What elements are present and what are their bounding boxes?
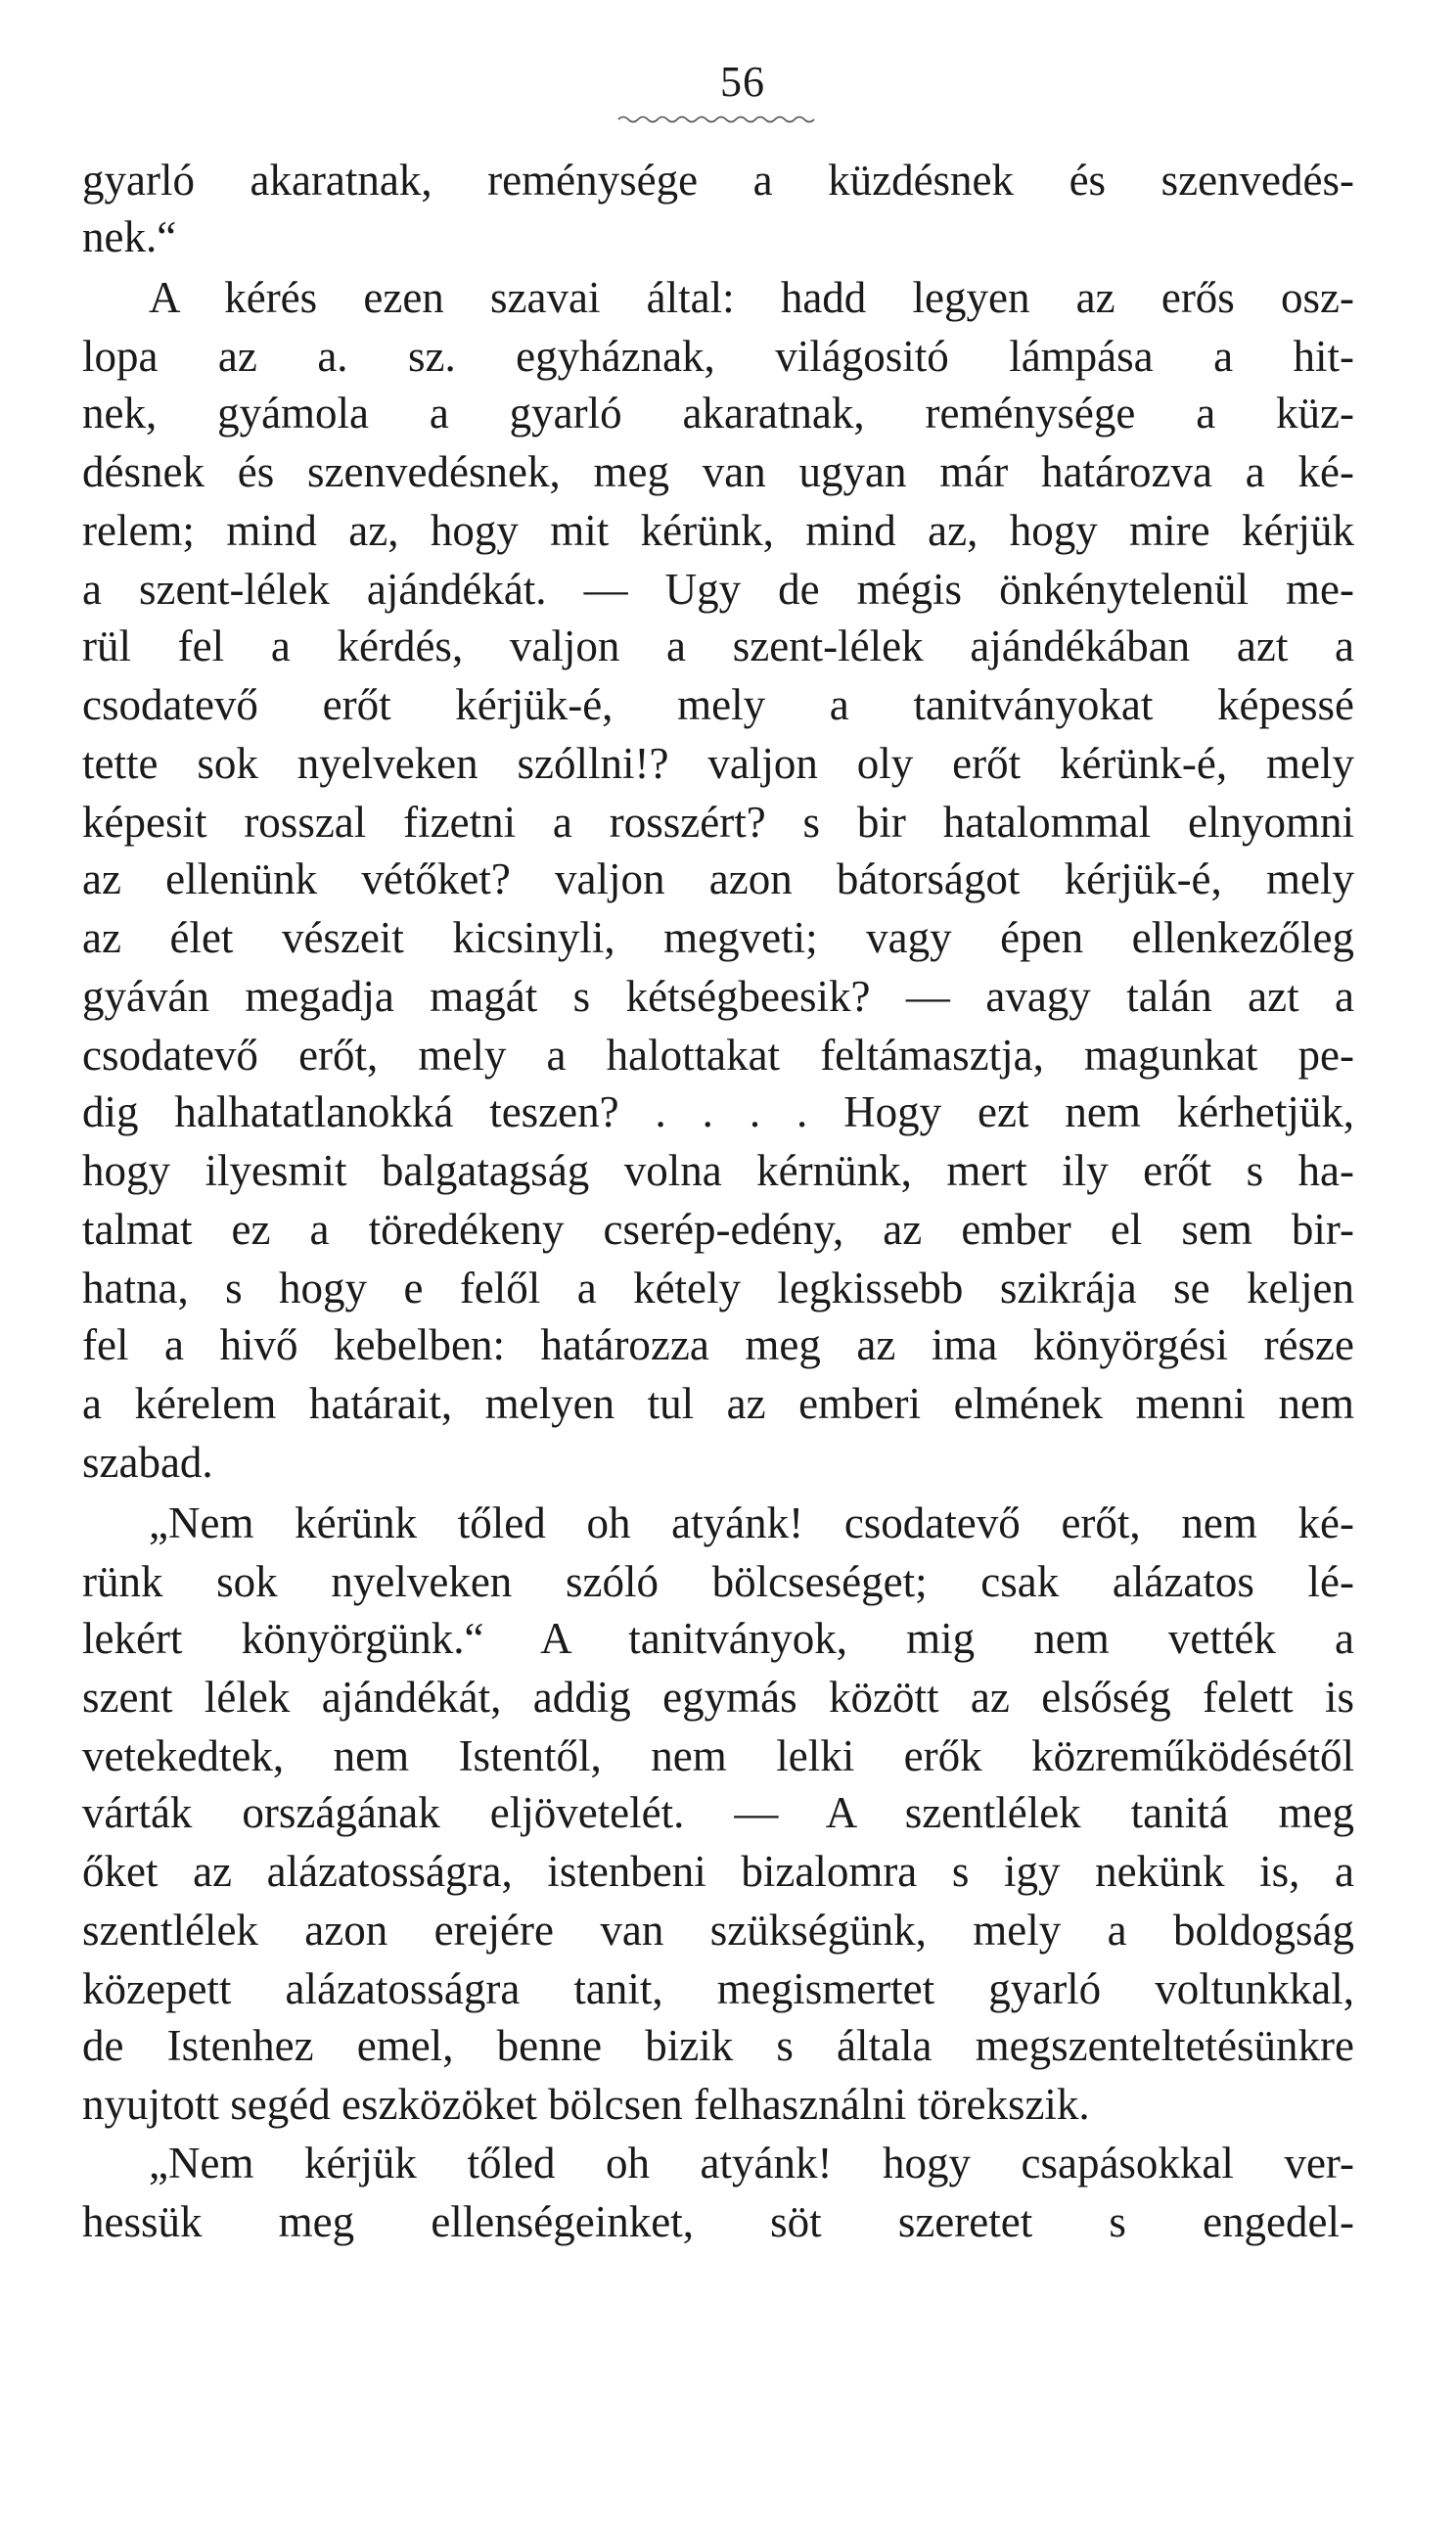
text-line: csodatevő erőt, mely a halottakat feltámasztja, magunkat pe- (82, 1031, 1354, 1080)
text-line: désnek és szenvedésnek, meg van ugyan már határozva a ké- (82, 447, 1354, 496)
text-line: a szent-lélek ajándékát. — Ugy de mégis önkénytelenül me- (82, 565, 1354, 614)
text-line: lekért könyörgünk.“ A tanitványok, mig nem vették a (82, 1614, 1354, 1663)
text-line: szentlélek azon erejére van szükségünk, mely a boldogság (82, 1906, 1354, 1955)
text-line: fel a hivő kebelben: határozza meg az ima könyörgési része (82, 1320, 1354, 1369)
text-line: hogy ilyesmit balgatagság volna kérnünk, mert ily erőt s ha- (82, 1146, 1354, 1195)
text-line: gyáván megadja magát s kétségbeesik? — avagy talán azt a (82, 972, 1354, 1021)
text-line: „Nem kérünk tőled oh atyánk! csodatevő erőt, nem ké- (149, 1498, 1354, 1547)
text-line: közepett alázatosságra tanit, megismertet gyarló voltunkkal, (82, 1964, 1354, 2013)
text-line: nek, gyámola a gyarló akaratnak, reménysége a küz- (82, 389, 1354, 438)
text-line: dig halhatatlanokká teszen? . . . . Hogy ezt nem kérhetjük, (82, 1087, 1354, 1136)
text-line: relem; mind az, hogy mit kérünk, mind az, hogy mire kérjük (82, 506, 1354, 555)
text-line: hatna, s hogy e felől a kétely legkissebb szikrája se keljen (82, 1264, 1354, 1313)
text-line: szabad. (82, 1438, 213, 1487)
text-line: „Nem kérjük tőled oh atyánk! hogy csapásokkal ver- (149, 2139, 1354, 2188)
text-line: az ellenünk vétőket? valjon azon bátorságot kérjük-é, mely (82, 854, 1354, 903)
text-line: várták országának eljövetelét. — A szentlélek tanitá meg (82, 1788, 1354, 1837)
text-line: lopa az a. sz. egyháznak, világositó lámpása a hit- (82, 332, 1354, 381)
header-ornament-rule (616, 112, 822, 127)
text-line: szent lélek ajándékát, addig egymás között az elsőség felett is (82, 1673, 1354, 1722)
text-line: de Istenhez emel, benne bizik s általa megszenteltetésünkre (82, 2021, 1354, 2070)
text-line: talmat ez a töredékeny cserép-edény, az ember el sem bir- (82, 1205, 1354, 1254)
text-line: rül fel a kérdés, valjon a szent-lélek ajándékában azt a (82, 622, 1354, 670)
text-line: a kérelem határait, melyen tul az emberi elmének menni nem (82, 1379, 1354, 1428)
text-line: csodatevő erőt kérjük-é, mely a tanitványokat képessé (82, 680, 1354, 729)
text-line: tette sok nyelveken szóllni!? valjon oly erőt kérünk-é, mely (82, 739, 1354, 788)
text-line: A kérés ezen szavai által: hadd legyen az erős osz- (149, 273, 1354, 322)
text-line: őket az alázatosságra, istenbeni bizalomra s igy nekünk is, a (82, 1847, 1354, 1896)
page-number: 56 (720, 58, 765, 106)
text-line: rünk sok nyelveken szóló bölcseséget; csak alázatos lé- (82, 1557, 1354, 1606)
text-line: vetekedtek, nem Istentől, nem lelki erők közreműködésétől (82, 1731, 1354, 1780)
text-line: nek.“ (82, 212, 177, 261)
text-line: gyarló akaratnak, reménysége a küzdésnek és szenvedés- (82, 156, 1354, 205)
text-line: képesit rosszal fizetni a rosszért? s bir hatalommal elnyomni (82, 798, 1354, 847)
text-line: hessük meg ellenségeinket, söt szeretet s engedel- (82, 2197, 1354, 2246)
text-line: nyujtott segéd eszközöket bölcsen felhasználni törekszik. (82, 2080, 1090, 2129)
text-line: az élet vészeit kicsinyli, megveti; vagy épen ellenkezőleg (82, 913, 1354, 962)
